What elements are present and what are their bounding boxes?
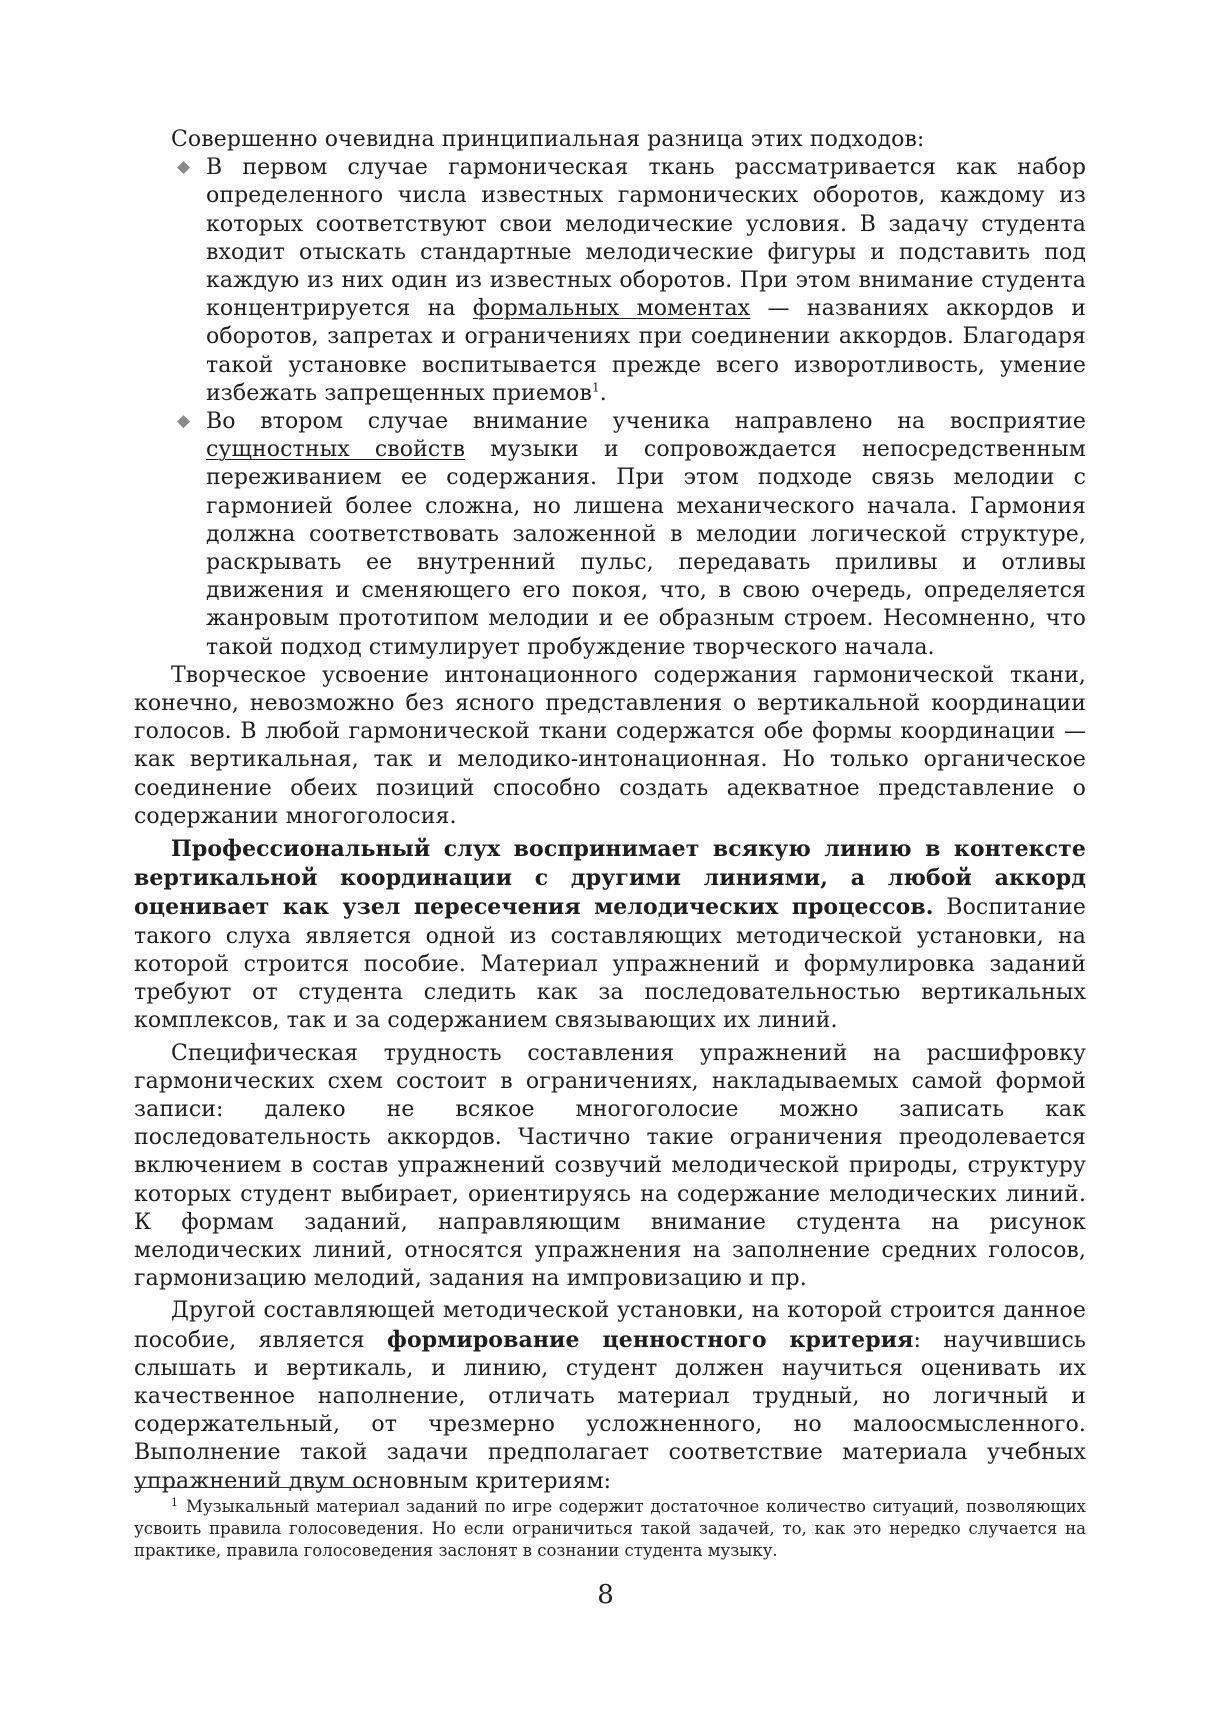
footnote-text: Музыкальный материал заданий по игре содержит достаточное количество ситуаций, позволяющих усвоить правила голосоведения. Но если ограничиться такой задачей, то, как это нередко случается на практике, правила голосоведения заслонят в сознании студента музыку. — [134, 1497, 1086, 1560]
footnote — [134, 1496, 1086, 1562]
paragraph — [134, 1297, 1086, 1495]
footnote-divider — [134, 1487, 370, 1488]
bold-statement: Профессиональный слух воспринимает всякую линию в контексте вертикальной координации с другими линиями, а любой аккорд оценивает как узел пересечения мелодических процессов. — [134, 836, 1086, 921]
footnote-reference: 1 — [591, 380, 600, 395]
diamond-bullet-icon: ◆ — [177, 157, 191, 178]
footnote-mark: 1 — [171, 1495, 178, 1509]
list-item-text: В первом случае гармоническая ткань рассматривается как набор определенного числа известных гармонических оборотов, каждому из которых соответствуют свои мелодические условия. В задачу студента входит отыскать стандартные мелодические фигуры и подставить под каждую из них один из известных оборотов. При этом внимание студента концентрируется на — [206, 155, 1086, 322]
intro-paragraph: Совершенно очевидна принципиальная разница этих подходов: — [171, 127, 925, 152]
paragraph-text: Другой составляющей методической установки, на которой строится данное пособие, является — [134, 1298, 1086, 1353]
paragraph — [134, 835, 1086, 1035]
approaches-list — [134, 154, 1086, 662]
page-number: 8 — [597, 1580, 614, 1610]
list-item-text: музыки и сопровождается непосредственным переживанием ее содержания. При этом подходе связь мелодии с гармонией более сложна, но лишена механического начала. Гармония должна соответствовать заложенной в мелодии логической структуре, раскрывать ее внутренний пульс, передавать приливы и отливы движения и сменяющего его покоя, что, в свою очередь, определяется жанровым прототипом мелодии и ее образным строем. Несомненно, что такой подход стимулирует пробуждение творческого начала. — [206, 437, 1086, 660]
underlined-term: формальных моментах — [472, 296, 751, 322]
list-item-text: — названиях аккордов и оборотов, запретах и ограничениях при соединении аккордов. Благодаря такой установке воспитывается прежде всего изворотливость, умение избежать запрещенных приемов — [206, 296, 1086, 406]
list-item-text: Во втором случае внимание ученика направлено на восприятие — [206, 409, 1086, 435]
main-text — [134, 126, 1086, 1496]
paragraph-text: : научившись слышать и вертикаль, и линию, студент должен научиться оценивать их качественное наполнение, отличать материал трудный, но логичный и содержательный, от чрезмерно усложненного, но малоосмысленного. Выполнение такой задачи предполагает соответствие материала учебных упражнений двум основным критериям: — [134, 1327, 1087, 1494]
bold-term: формирование ценностного критерия — [387, 1326, 914, 1353]
list-item — [134, 154, 1086, 408]
list-item-text: . — [599, 380, 607, 406]
paragraph-text: Воспитание такого слуха является одной из составляющих методической установки, на которой строится пособие. Материал упражнений и формулировка заданий требуют от студента следить как за последовательностью вертикальных комплексов, так и за содержанием связывающих их линий. — [134, 895, 1086, 1034]
paragraph: Специфическая трудность составления упражнений на расшифровку гармонических схем состоит в ограничениях, накладываемых самой формой записи: далеко не всякое многоголосие можно записать как последовательность аккордов. Частично такие ограничения преодолевается включением в состав упражнений созвучий мелодической природы, структуру которых студент выбирает, ориентируясь на содержание мелодических линий. К формам заданий, направляющим внимание студента на рисунок мелодических линий, относятся упражнения на заполнение средних голосов, гармонизацию мелодий, задания на импровизацию и пр. — [134, 1040, 1086, 1292]
diamond-bullet-icon: ◆ — [177, 411, 191, 432]
underlined-term: сущностных свойств — [206, 437, 466, 463]
paragraph: Творческое усвоение интонационного содержания гармонической ткани, конечно, невозможно без ясного представления о вертикальной координации голосов. В любой гармонической ткани содержатся обе формы координации — как вертикальная, так и мелодико-интонационная. Но только органическое соединение обеих позиций способно создать адекватное представление о содержании многоголосия. — [134, 662, 1086, 829]
list-item — [134, 408, 1086, 662]
